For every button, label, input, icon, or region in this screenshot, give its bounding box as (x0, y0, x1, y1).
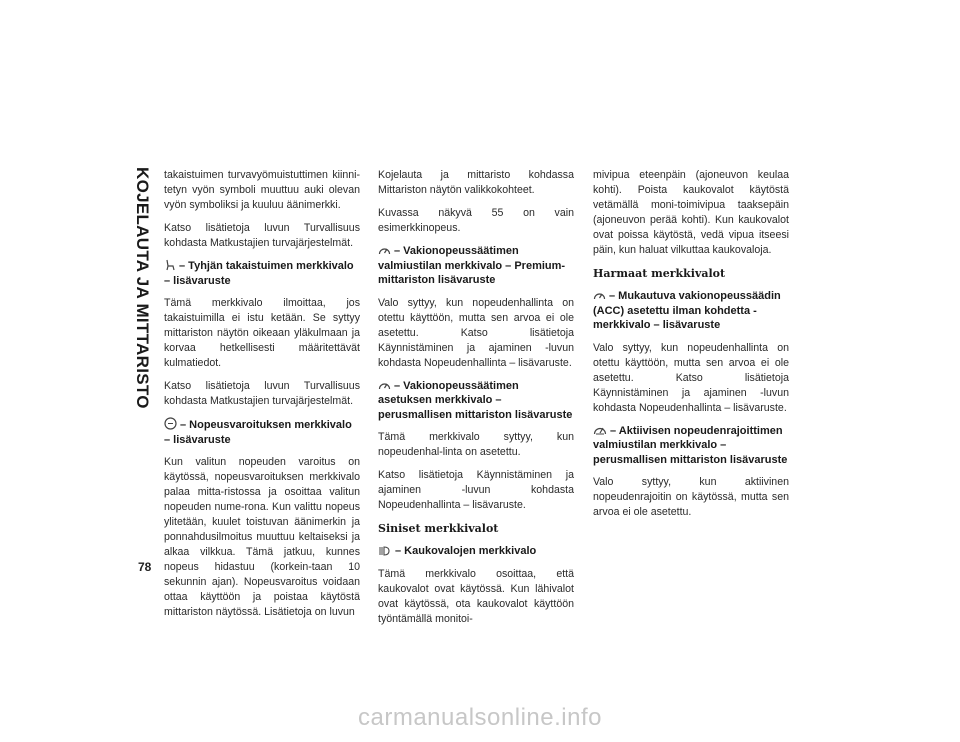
high-beam-icon (378, 546, 392, 556)
speed-warning-icon (164, 417, 177, 430)
paragraph: Valo syttyy, kun aktiivinen nopeudenrajoitin on käytössä, mutta sen arvoa ei ole asetettu. (593, 476, 789, 518)
page-number: 78 (138, 560, 152, 574)
heading-speed-limiter (593, 424, 789, 468)
heading-text: – Mukautuva vakionopeussäädin (ACC) asetettu ilman kohdetta -merkkivalo – lisävaruste (593, 290, 781, 331)
section-heading-gray: Harmaat merkkivalot (593, 267, 726, 280)
paragraph: Valo syttyy, kun nopeudenhallinta on otettu käyttöön, mutta sen arvoa ei ole asetettu. Katso lisätietoja Käynnistäminen ja ajaminen -luvun kohdasta Nopeudenhallinta – lisävaruste. (378, 296, 574, 369)
paragraph: Tämä merkkivalo osoittaa, että kaukovalot ovat käytössä. Kun lähivalot ovat käytössä, ota kaukovalot käyttöön työntämällä monitoi- (378, 567, 574, 625)
heading-text: – Nopeusvaroituksen merkkivalo – lisävaruste (164, 419, 352, 446)
paragraph: Kuvassa näkyvä 55 on vain esimerkkinopeus. (378, 207, 574, 234)
paragraph: Tämä merkkivalo ilmoittaa, jos takaistuimilla ei istu ketään. Se syttyy mittariston näytön oikeaan yläkulmaan ja korvaa hetkellisesti määritettävät kulmatiedot. (164, 297, 360, 369)
heading-rear-seat-empty (164, 259, 360, 288)
heading-text: – Vakionopeussäätimen valmiustilan merkkivalo – Premium-mittariston lisävaruste (378, 245, 566, 286)
heading-cruise-standby (378, 244, 574, 288)
paragraph: Katso lisätietoja luvun Turvallisuus kohdasta Matkustajien turvajärjestelmät. (164, 380, 360, 407)
seat-icon (164, 259, 176, 271)
heading-speed-warning (164, 417, 360, 447)
heading-acc-no-target (593, 289, 789, 333)
heading-text: – Tyhjän takaistuimen merkkivalo – lisävaruste (164, 260, 354, 287)
sidebar-chapter-title: KOJELAUTA JA MITTARISTO (133, 167, 152, 409)
watermark: carmanualsonline.info (358, 704, 602, 731)
paragraph: takaistuimen turvavyömuistuttimen kiinni-tetyn vyön symboli muuttuu auki olevan vyön symboliksi ja kuuluu äänimerkki. (164, 169, 360, 211)
speedometer-icon (593, 290, 606, 301)
speedometer-icon (378, 380, 391, 391)
paragraph: Tämä merkkivalo syttyy, kun nopeudenhal-linta on asetettu. (378, 431, 574, 458)
column-3 (593, 168, 789, 528)
paragraph: Katso lisätietoja Käynnistäminen ja ajaminen -luvun kohdasta Nopeudenhallinta – lisävaruste. (378, 469, 574, 511)
column-2 (378, 168, 574, 635)
column-1 (164, 168, 360, 628)
paragraph: Katso lisätietoja luvun Turvallisuus kohdasta Matkustajien turvajärjestelmät. (164, 222, 360, 249)
section-heading-blue: Siniset merkkivalot (378, 522, 499, 535)
heading-text: – Vakionopeussäätimen asetuksen merkkivalo – perusmallisen mittariston lisävaruste (378, 379, 573, 421)
paragraph: mivipua eteenpäin (ajoneuvon keulaa kohti). Poista kaukovalot käytöstä vetämällä moni-toimivipua taaksepäin (ajoneuvon perää kohti). Kun kaukovalot ovat poissa käytöstä, vedä vipua itseesi päin, kun haluat vilkuttaa kaukovaloja. (593, 169, 789, 256)
speed-limiter-icon (593, 424, 607, 436)
speedometer-icon (378, 245, 391, 256)
heading-text: – Aktiivisen nopeudenrajoittimen valmiustilan merkkivalo – perusmallisen mittariston lisävaruste (593, 424, 788, 466)
paragraph: Kun valitun nopeuden varoitus on käytössä, nopeusvaroituksen merkkivalo palaa mitta-ristossa ja osoittaa valitun nopeuden nume-rona. Kun valittu nopeus ylitetään, kuulet toistuvan äänimerkin ja ponnahdusilmoitus muuttuu keltaiseksi ja alkaa vilkkua. Tämä jatkuu, kunnes nopeus hidastuu (korkein-taan 10 sekunnin ajan). Nopeusvaroitus voidaan ottaa käyttöön ja poistaa käytöstä mittariston näytössä. Lisätietoja on luvun (164, 456, 360, 618)
paragraph: Valo syttyy, kun nopeudenhallinta on otettu käyttöön, mutta sen arvoa ei ole asetettu. Katso lisätietoja Käynnistäminen ja ajaminen -luvun kohdasta Nopeudenhallinta – lisävaruste. (593, 341, 789, 414)
heading-high-beam (378, 544, 574, 559)
paragraph: Kojelauta ja mittaristo kohdassa Mittariston näytön valikkokohteet. (378, 169, 574, 196)
heading-cruise-set (378, 379, 574, 423)
heading-text: – Kaukovalojen merkkivalo (395, 545, 537, 557)
